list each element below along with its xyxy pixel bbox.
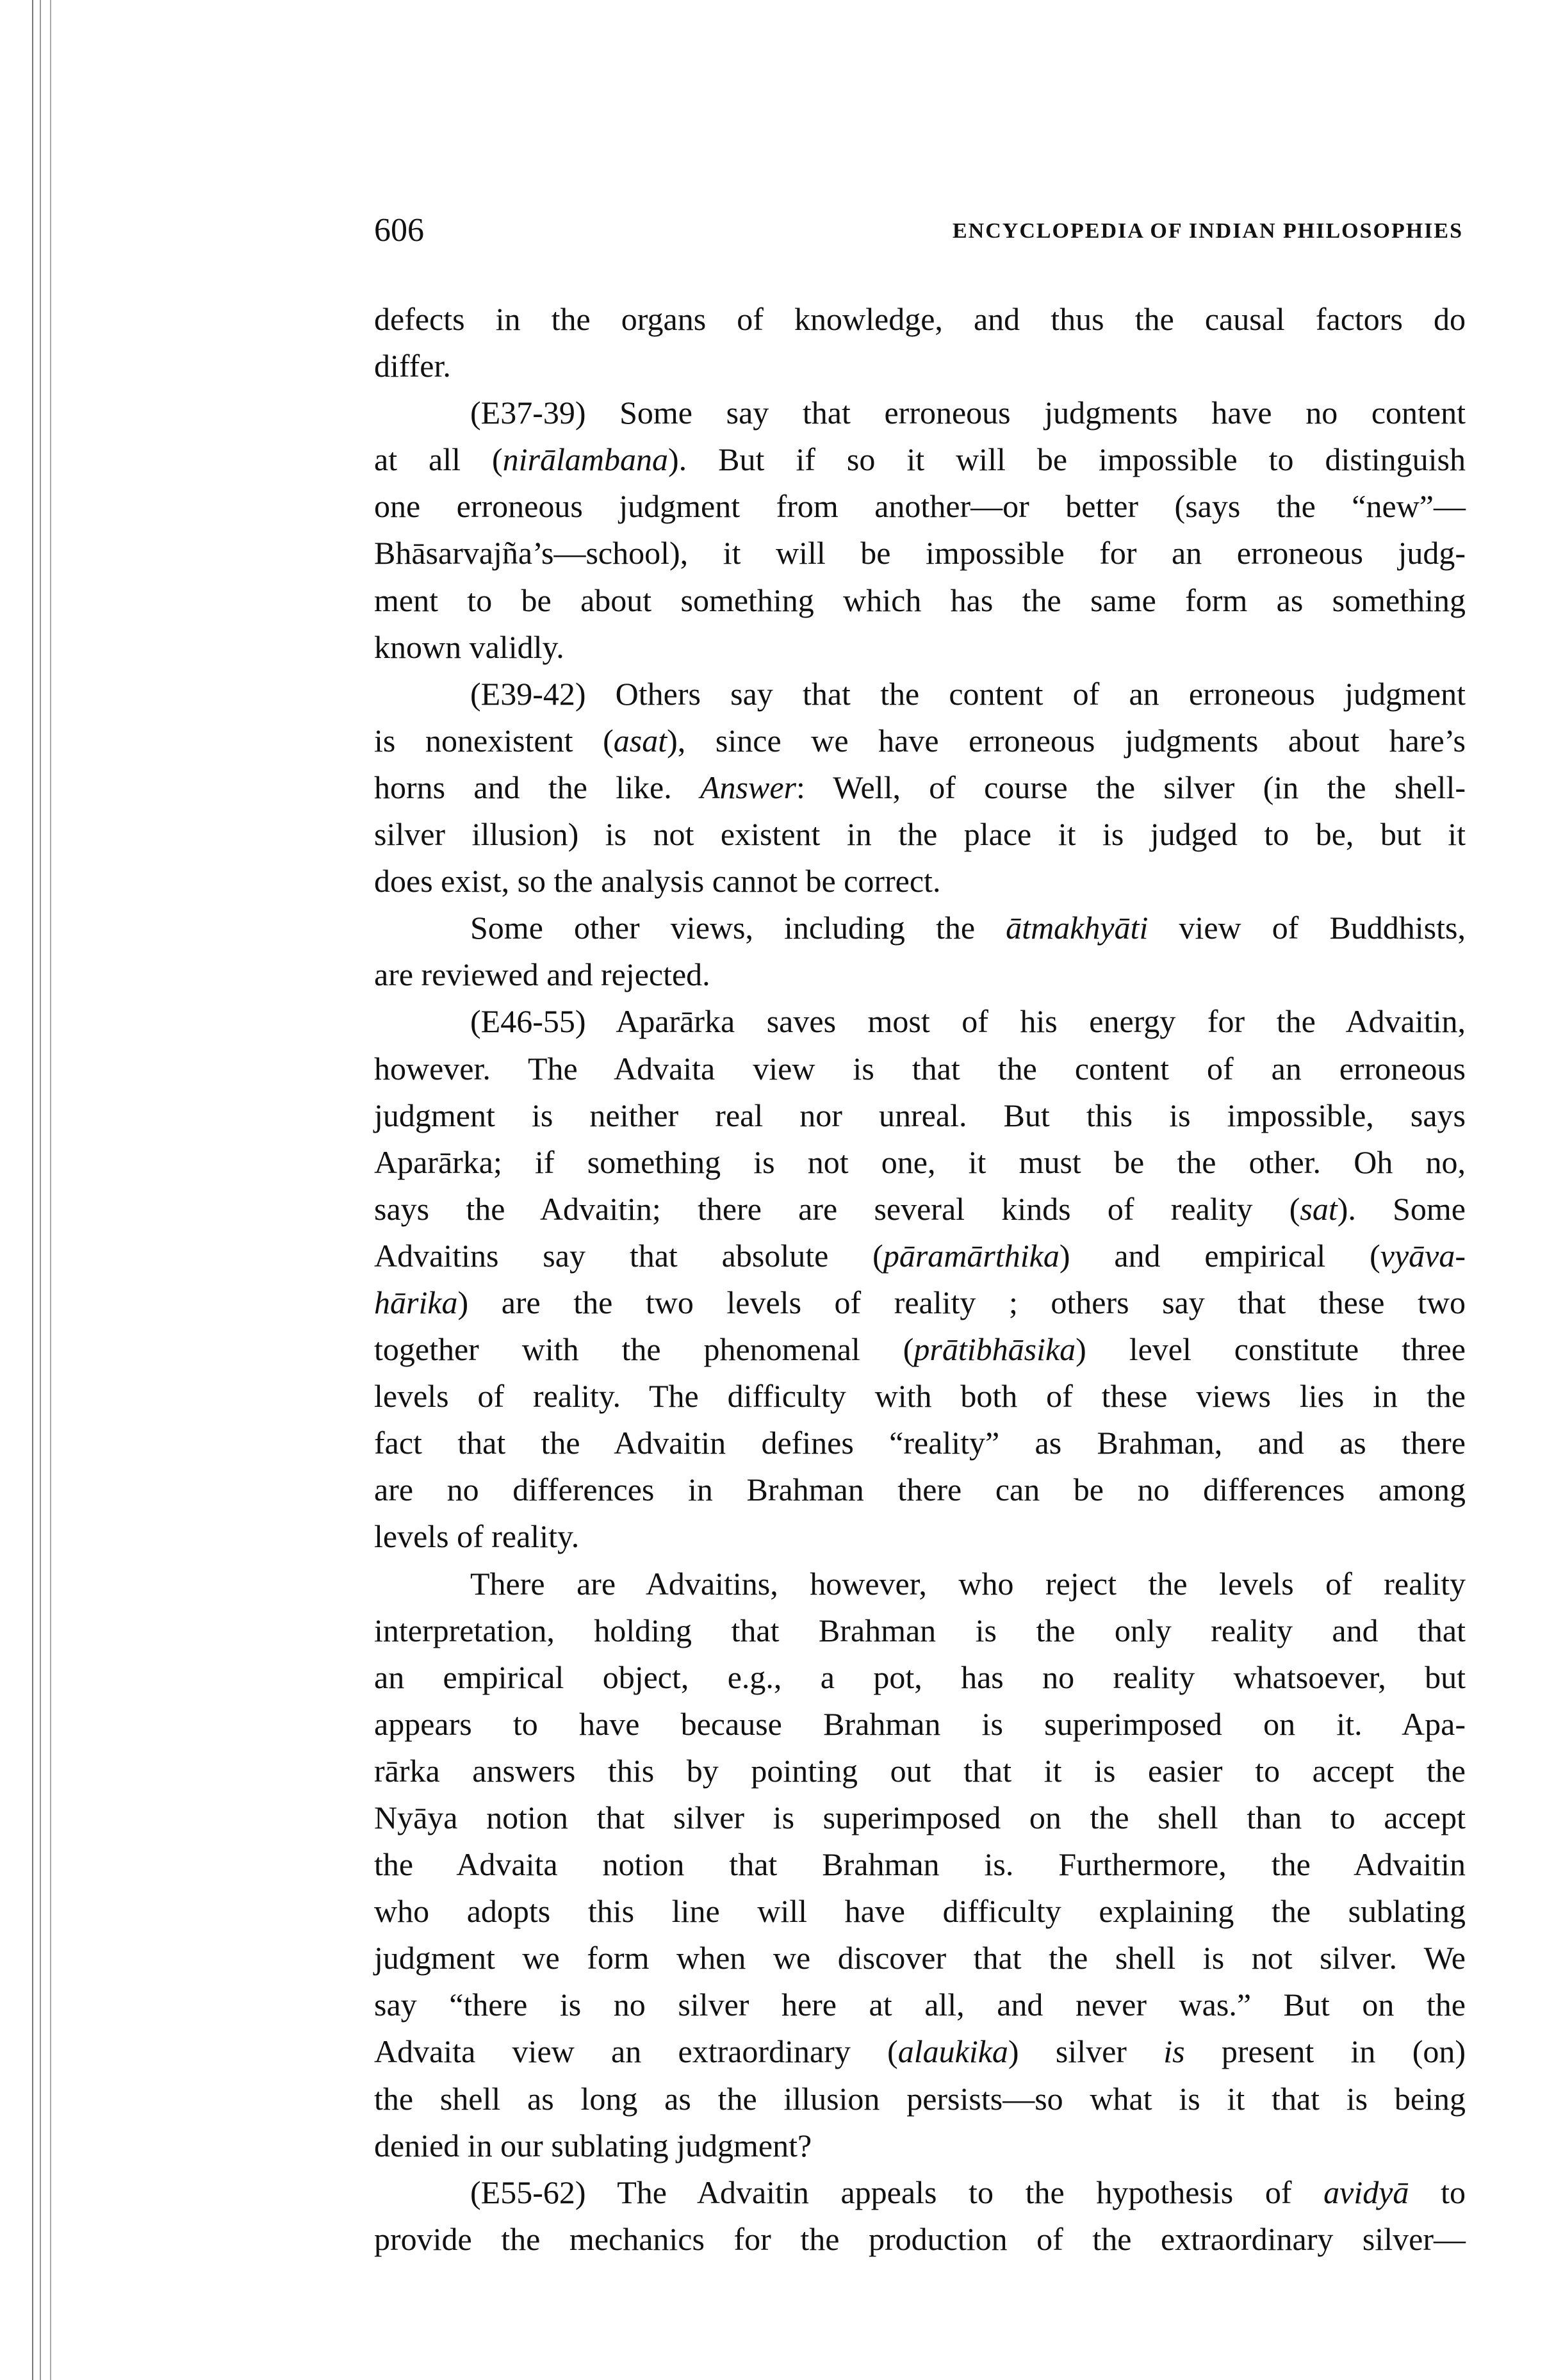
text-segment: Bhāsarvajña’s—school), it will be impossible for an erroneous judg- <box>374 535 1466 571</box>
text-segment: ) level constitute three <box>1076 1331 1466 1368</box>
text-segment: Aparārka; if something is not one, it must be the other. Oh no, <box>374 1144 1466 1180</box>
italic-term: nirālambana <box>502 441 669 478</box>
text-segment: is nonexistent ( <box>374 722 614 759</box>
text-line <box>374 1373 1466 1420</box>
text-line <box>374 1701 1466 1748</box>
text-segment: judgment we form when we discover that the shell is not silver. We <box>374 1940 1466 1976</box>
binding-edge-line <box>50 0 51 2380</box>
text-line <box>374 1420 1466 1466</box>
text-segment: however. The Advaita view is that the content of an erroneous <box>374 1050 1466 1087</box>
text-line <box>374 1748 1466 1794</box>
text-segment: ) and empirical ( <box>1059 1237 1380 1274</box>
text-line <box>374 1326 1466 1373</box>
text-segment: Nyāya notion that silver is superimposed on the shell than to accept <box>374 1800 1466 1835</box>
text-line <box>374 811 1466 858</box>
text-segment: the shell as long as the illusion persists—so what is it that is being <box>374 2080 1466 2117</box>
italic-term: is <box>1163 2033 1185 2070</box>
text-segment: silver illusion) is not existent in the place it is judged to be, but it <box>374 816 1466 853</box>
text-segment: who adopts this line will have difficulty explaining the sublating <box>374 1893 1466 1930</box>
text-segment: present in (on) <box>1184 2033 1466 2070</box>
text-segment: ) silver <box>1008 2033 1164 2070</box>
binding-edge-line <box>32 0 33 2380</box>
text-line <box>374 858 1466 905</box>
text-line <box>374 2076 1466 2122</box>
text-line <box>374 530 1466 577</box>
text-segment: (E39-42) Others say that the content of an erroneous judgment <box>470 675 1466 712</box>
text-segment: ). But if so it will be impossible to distinguish <box>668 441 1466 478</box>
italic-term: hārika <box>374 1284 458 1320</box>
text-segment: are reviewed and rejected. <box>374 956 710 993</box>
text-segment: one erroneous judgment from another—or better (says the “new”— <box>374 488 1466 525</box>
text-line <box>374 764 1466 811</box>
text-segment: provide the mechanics for the production of the extraordinary silver— <box>374 2220 1466 2257</box>
text-segment: Advaita view an extraordinary ( <box>374 2033 898 2070</box>
text-line <box>374 1982 1466 2028</box>
text-line <box>374 671 1466 718</box>
text-line <box>374 624 1466 671</box>
text-line <box>374 905 1466 951</box>
text-line <box>374 1046 1466 1092</box>
italic-term: vyāva- <box>1380 1237 1466 1274</box>
text-line <box>374 1139 1466 1186</box>
text-segment: levels of reality. <box>374 1518 580 1555</box>
text-line <box>374 998 1466 1045</box>
italic-term: prātibhāsika <box>913 1331 1076 1368</box>
italic-term: alaukika <box>897 2033 1008 2070</box>
text-segment: levels of reality. The difficulty with both of these views lies in the <box>374 1378 1466 1415</box>
text-segment: (E37-39) Some say that erroneous judgments have no content <box>470 395 1466 431</box>
text-line <box>374 1607 1466 1654</box>
text-line <box>374 1186 1466 1233</box>
binding-edge-line <box>40 0 41 2380</box>
text-segment: known validly. <box>374 628 564 665</box>
text-segment: (E46-55) Aparārka saves most of his energy for the Advaitin, <box>470 1003 1466 1040</box>
text-segment: to <box>1409 2174 1466 2210</box>
text-line <box>374 1466 1466 1513</box>
text-segment: (E55-62) The Advaitin appeals to the hypothesis of <box>470 2174 1324 2210</box>
italic-term: sat <box>1300 1190 1338 1227</box>
text-line <box>374 390 1466 436</box>
text-line <box>374 1935 1466 1982</box>
text-segment: the Advaita notion that Brahman is. Furthermore, the Advaitin <box>374 1846 1466 1883</box>
text-segment: interpretation, holding that Brahman is the only reality and that <box>374 1612 1466 1648</box>
body-text <box>374 296 1466 2263</box>
text-line <box>374 483 1466 530</box>
text-segment: says the Advaitin; there are several kinds of reality ( <box>374 1190 1300 1227</box>
text-segment: defects in the organs of knowledge, and thus the causal factors do <box>374 301 1466 337</box>
text-segment: There are Advaitins, however, who reject the levels of reality <box>470 1565 1466 1602</box>
text-line <box>374 951 1466 998</box>
text-line <box>374 1279 1466 1326</box>
running-title: ENCYCLOPEDIA OF INDIAN PHILOSOPHIES <box>952 219 1463 243</box>
text-line <box>374 718 1466 764</box>
text-line <box>374 1841 1466 1888</box>
text-line <box>374 2169 1466 2216</box>
text-segment: : Well, of course the silver (in the shell- <box>796 769 1466 805</box>
page-number: 606 <box>374 212 424 249</box>
text-segment: horns and the like. <box>374 769 701 805</box>
text-segment: appears to have because Brahman is superimposed on it. Apa- <box>374 1705 1466 1742</box>
text-line <box>374 1513 1466 1560</box>
text-segment: rārka answers this by pointing out that it is easier to accept the <box>374 1752 1466 1789</box>
text-segment: denied in our sublating judgment? <box>374 2127 812 2163</box>
text-segment: say “there is no silver here at all, and never was.” But on the <box>374 1987 1466 2023</box>
text-line <box>374 343 1466 390</box>
text-line <box>374 1654 1466 1701</box>
text-segment: Advaitins say that absolute ( <box>374 1237 883 1274</box>
text-line <box>374 577 1466 624</box>
text-line <box>374 1092 1466 1139</box>
text-segment: together with the phenomenal ( <box>374 1331 914 1368</box>
text-segment: does exist, so the analysis cannot be correct. <box>374 863 941 899</box>
italic-term: ātmakhyāti <box>1006 910 1149 946</box>
text-segment: fact that the Advaitin defines “reality” as Brahman, and as there <box>374 1425 1466 1461</box>
text-line <box>374 2216 1466 2263</box>
text-line <box>374 2028 1466 2075</box>
text-segment: ). Some <box>1337 1190 1466 1227</box>
text-segment: judgment is neither real nor unreal. But this is impossible, says <box>374 1097 1466 1133</box>
text-line <box>374 1794 1466 1841</box>
text-line <box>374 296 1466 343</box>
text-segment: at all ( <box>374 441 503 478</box>
text-segment: Some other views, including the <box>470 910 1006 946</box>
text-line <box>374 436 1466 483</box>
italic-term: avidyā <box>1323 2174 1409 2210</box>
text-line <box>374 1233 1466 1279</box>
text-segment: ment to be about something which has the same form as something <box>374 582 1466 618</box>
text-line <box>374 2122 1466 2169</box>
text-segment: differ. <box>374 348 451 384</box>
italic-term: asat <box>613 722 667 759</box>
text-segment: ) are the two levels of reality ; others say that these two <box>457 1284 1466 1320</box>
text-line <box>374 1561 1466 1607</box>
text-segment: view of Buddhists, <box>1148 910 1466 946</box>
italic-term: Answer <box>700 769 797 805</box>
page-header <box>374 211 1463 256</box>
text-segment: ), since we have erroneous judgments about hare’s <box>667 722 1466 759</box>
text-segment: an empirical object, e.g., a pot, has no reality whatsoever, but <box>374 1659 1466 1695</box>
italic-term: pāramārthika <box>883 1237 1060 1274</box>
text-segment: are no differences in Brahman there can be no differences among <box>374 1472 1466 1508</box>
text-line <box>374 1888 1466 1935</box>
